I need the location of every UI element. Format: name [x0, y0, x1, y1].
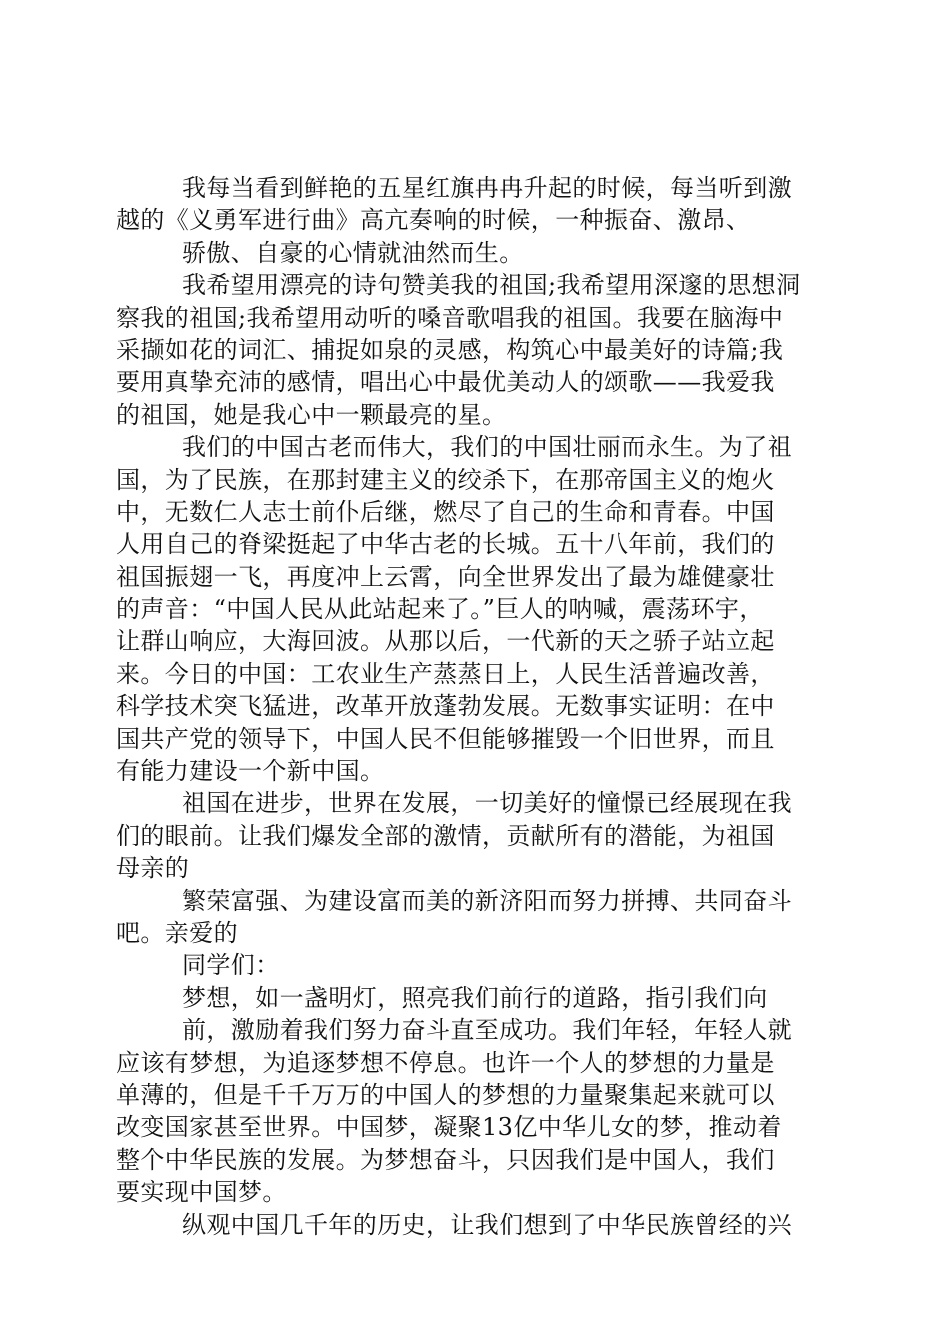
text-line: 的声音：“中国人民从此站起来了。”巨人的呐喊，震荡环宇， [116, 595, 764, 624]
text-line: 同学们： [182, 951, 280, 980]
text-line: 有能力建设一个新中国。 [116, 757, 385, 786]
text-line: 应该有梦想，为追逐梦想不停息。也许一个人的梦想的力量是 [116, 1048, 775, 1077]
text-line: 我们的中国古老而伟大，我们的中国壮丽而永生。为了祖 [182, 433, 792, 462]
text-line: 吧。亲爱的 [116, 918, 238, 947]
text-line: 们的眼前。让我们爆发全部的激情，贡献所有的潜能，为祖国 [116, 821, 775, 850]
text-line: 察我的祖国;我希望用动听的嗓音歌唱我的祖国。我要在脑海中 [116, 303, 784, 332]
text-line: 改变国家甚至世界。中国梦，凝聚13亿中华儿女的梦，推动着 [116, 1113, 782, 1142]
text-line: 国共产党的领导下，中国人民不但能够摧毁一个旧世界，而且 [116, 724, 775, 753]
text-line: 的祖国，她是我心中一颗最亮的星。 [116, 400, 507, 429]
text-line: 单薄的，但是千千万万的中国人的梦想的力量聚集起来就可以 [116, 1080, 775, 1109]
text-line: 采撷如花的词汇、捕捉如泉的灵感，构筑心中最美好的诗篇;我 [116, 335, 784, 364]
text-line: 祖国振翅一飞，再度冲上云霄，向全世界发出了最为雄健豪壮 [116, 562, 775, 591]
text-line: 我每当看到鲜艳的五星红旗冉冉升起的时候，每当听到激 [182, 174, 792, 202]
text-line: 整个中华民族的发展。为梦想奋斗，只因我们是中国人，我们 [116, 1145, 775, 1174]
text-line: 中，无数仁人志士前仆后继，燃尽了自己的生命和青春。中国 [116, 497, 775, 526]
text-line: 国，为了民族，在那封建主义的绞杀下，在那帝国主义的炮火 [116, 465, 775, 494]
text-line: 母亲的 [116, 854, 190, 883]
text-line: 要实现中国梦。 [116, 1178, 287, 1207]
text-line: 繁荣富强、为建设富而美的新济阳而努力拼搏、共同奋斗 [182, 886, 792, 915]
text-line: 祖国在进步，世界在发展，一切美好的憧憬已经展现在我 [182, 789, 792, 818]
text-line: 越的《义勇军进行曲》高亢奏响的时候，一种振奋、激昂、 [116, 206, 751, 235]
text-line: 科学技术突飞猛进，改革开放蓬勃发展。无数事实证明：在中 [116, 692, 775, 721]
text-line: 人用自己的脊梁挺起了中华古老的长城。五十八年前，我们的 [116, 530, 775, 559]
text-line: 来。今日的中国：工农业生产蒸蒸日上，人民生活普遍改善， [116, 659, 775, 688]
text-line: 纵观中国几千年的历史，让我们想到了中华民族曾经的兴 [182, 1210, 792, 1239]
text-line: 让群山响应，大海回波。从那以后，一代新的天之骄子站立起 [116, 627, 775, 656]
text-line: 前，激励着我们努力奋斗直至成功。我们年轻，年轻人就 [182, 1016, 792, 1045]
text-line: 梦想，如一盏明灯，照亮我们前行的道路，指引我们向 [182, 983, 768, 1012]
text-line: 要用真挚充沛的感情，唱出心中最优美动人的颂歌——我爱我 [116, 368, 775, 397]
text-line: 我希望用漂亮的诗句赞美我的祖国;我希望用深邃的思想洞 [182, 271, 801, 300]
text-line: 骄傲、自豪的心情就油然而生。 [182, 238, 524, 267]
document-body [116, 172, 836, 1241]
